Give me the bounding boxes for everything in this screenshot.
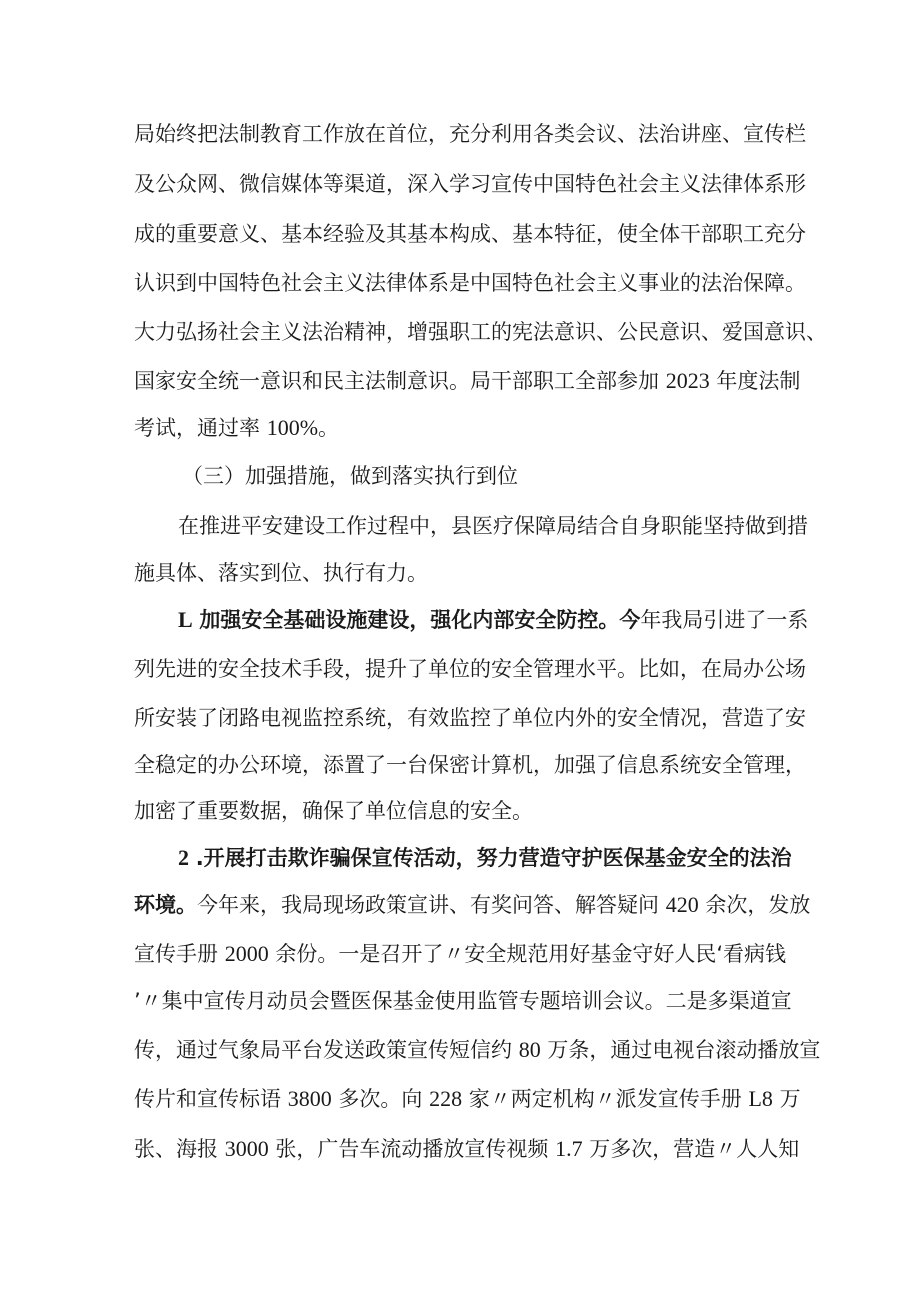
item1-title: 加强安全基础设施建设，强化内部安全防控。今 <box>199 608 641 632</box>
line-text: 多次。向 <box>338 1087 423 1111</box>
line-text: 。 <box>318 416 340 440</box>
paragraph-line: 局始终把法制教育工作放在首位，充分利用各类会议、法治讲座、宣传栏 <box>134 122 806 146</box>
line-text: 传，通过气象局平台发送政策宣传短信约 <box>134 1038 512 1062</box>
line-text: 年度法制 <box>716 369 801 393</box>
line-text: 家〃两定机构〃派发宣传手册 <box>468 1087 742 1111</box>
count-value: 1.7 <box>555 1136 583 1161</box>
count-value: L8 <box>748 1086 773 1111</box>
paragraph-line <box>134 1129 800 1169</box>
paragraph-line: 全稳定的办公环境，添置了一台保密计算机，加强了信息系统安全管理， <box>134 753 806 777</box>
item2-title: .开展打击欺诈骗保宣传活动，努力营造守护医保基金安全的法治 <box>195 846 792 870</box>
item2-number: 2 <box>178 845 189 870</box>
paragraph-line: 及公众网、微信媒体等渠道，深入学习宣传中国特色社会主义法律体系形 <box>134 172 806 196</box>
line-text: 年我局引进了一系 <box>640 608 809 632</box>
line-text: 考试，通过率 <box>134 416 260 440</box>
paragraph-line: 所安装了闭路电视监控系统，有效监控了单位内外的安全情况，营造了安 <box>134 706 806 730</box>
paragraph-line: 大力弘扬社会主义法治精神，增强职工的宪法意识、公民意识、爱国意识、 <box>134 320 827 344</box>
count-value: 80 <box>518 1037 541 1062</box>
count-value: 3800 <box>287 1086 332 1111</box>
paragraph-line <box>134 361 801 401</box>
line-text: 余次，发放 <box>705 893 811 917</box>
paragraph-line: 成的重要意义、基本经验及其基本构成、基本特征，使全体干部职工充分 <box>134 222 806 246</box>
line-text: 万条，通过电视台滚动播放宣 <box>547 1038 821 1062</box>
line-text: 宣传手册 <box>134 942 218 966</box>
pass-rate-value: 100% <box>266 415 319 440</box>
item2-title-end: 环境。 <box>134 893 197 917</box>
section-heading: （三）加强措施，做到落实执行到位 <box>182 464 518 488</box>
paragraph-line: 施具体、落实到位、执行有力。 <box>134 561 428 585</box>
item2-first-line <box>178 838 838 878</box>
paragraph-line <box>134 1079 801 1119</box>
line-text: 传片和宣传标语 <box>134 1087 281 1111</box>
paragraph-line: 认识到中国特色社会主义法律体系是中国特色社会主义事业的法治保障。 <box>134 271 806 295</box>
year-value: 2023 <box>665 368 710 393</box>
count-value: 3000 <box>224 1136 269 1161</box>
paragraph-line: 加密了重要数据，确保了单位信息的安全。 <box>134 799 533 823</box>
line-text: 国家安全统一意识和民主法制意识。局干部职工全部参加 <box>134 369 659 393</box>
paragraph-line <box>134 934 794 974</box>
paragraph-line: 列先进的安全技术手段，提升了单位的安全管理水平。比如，在局办公场 <box>134 657 806 681</box>
line-text: 今年来，我局现场政策宣讲、有奖问答、解答疑问 <box>197 893 659 917</box>
paragraph-line <box>134 408 794 448</box>
count-value: 2000 <box>224 941 269 966</box>
item1-first-line <box>178 600 838 640</box>
paragraph-line <box>134 1030 821 1070</box>
count-value: 228 <box>429 1086 463 1111</box>
line-text: 万 <box>779 1087 801 1111</box>
line-text: 万多次，营造〃人人知 <box>589 1137 800 1161</box>
line-text: 张，广告车流动播放宣传视频 <box>275 1137 549 1161</box>
line-text: 张、海报 <box>134 1137 218 1161</box>
paragraph-line <box>134 885 811 925</box>
count-value: 420 <box>665 892 699 917</box>
paragraph-line: 在推进平安建设工作过程中，县医疗保障局结合自身职能坚持做到措 <box>178 514 808 538</box>
paragraph-line: ’〃集中宣传月动员会暨医保基金使用监管专题培训会议。二是多渠道宣 <box>134 989 792 1013</box>
item1-number: L <box>178 607 193 632</box>
line-text: 余份。一是召开了〃安全规范用好基金守好人民‘看病钱 <box>275 942 787 966</box>
